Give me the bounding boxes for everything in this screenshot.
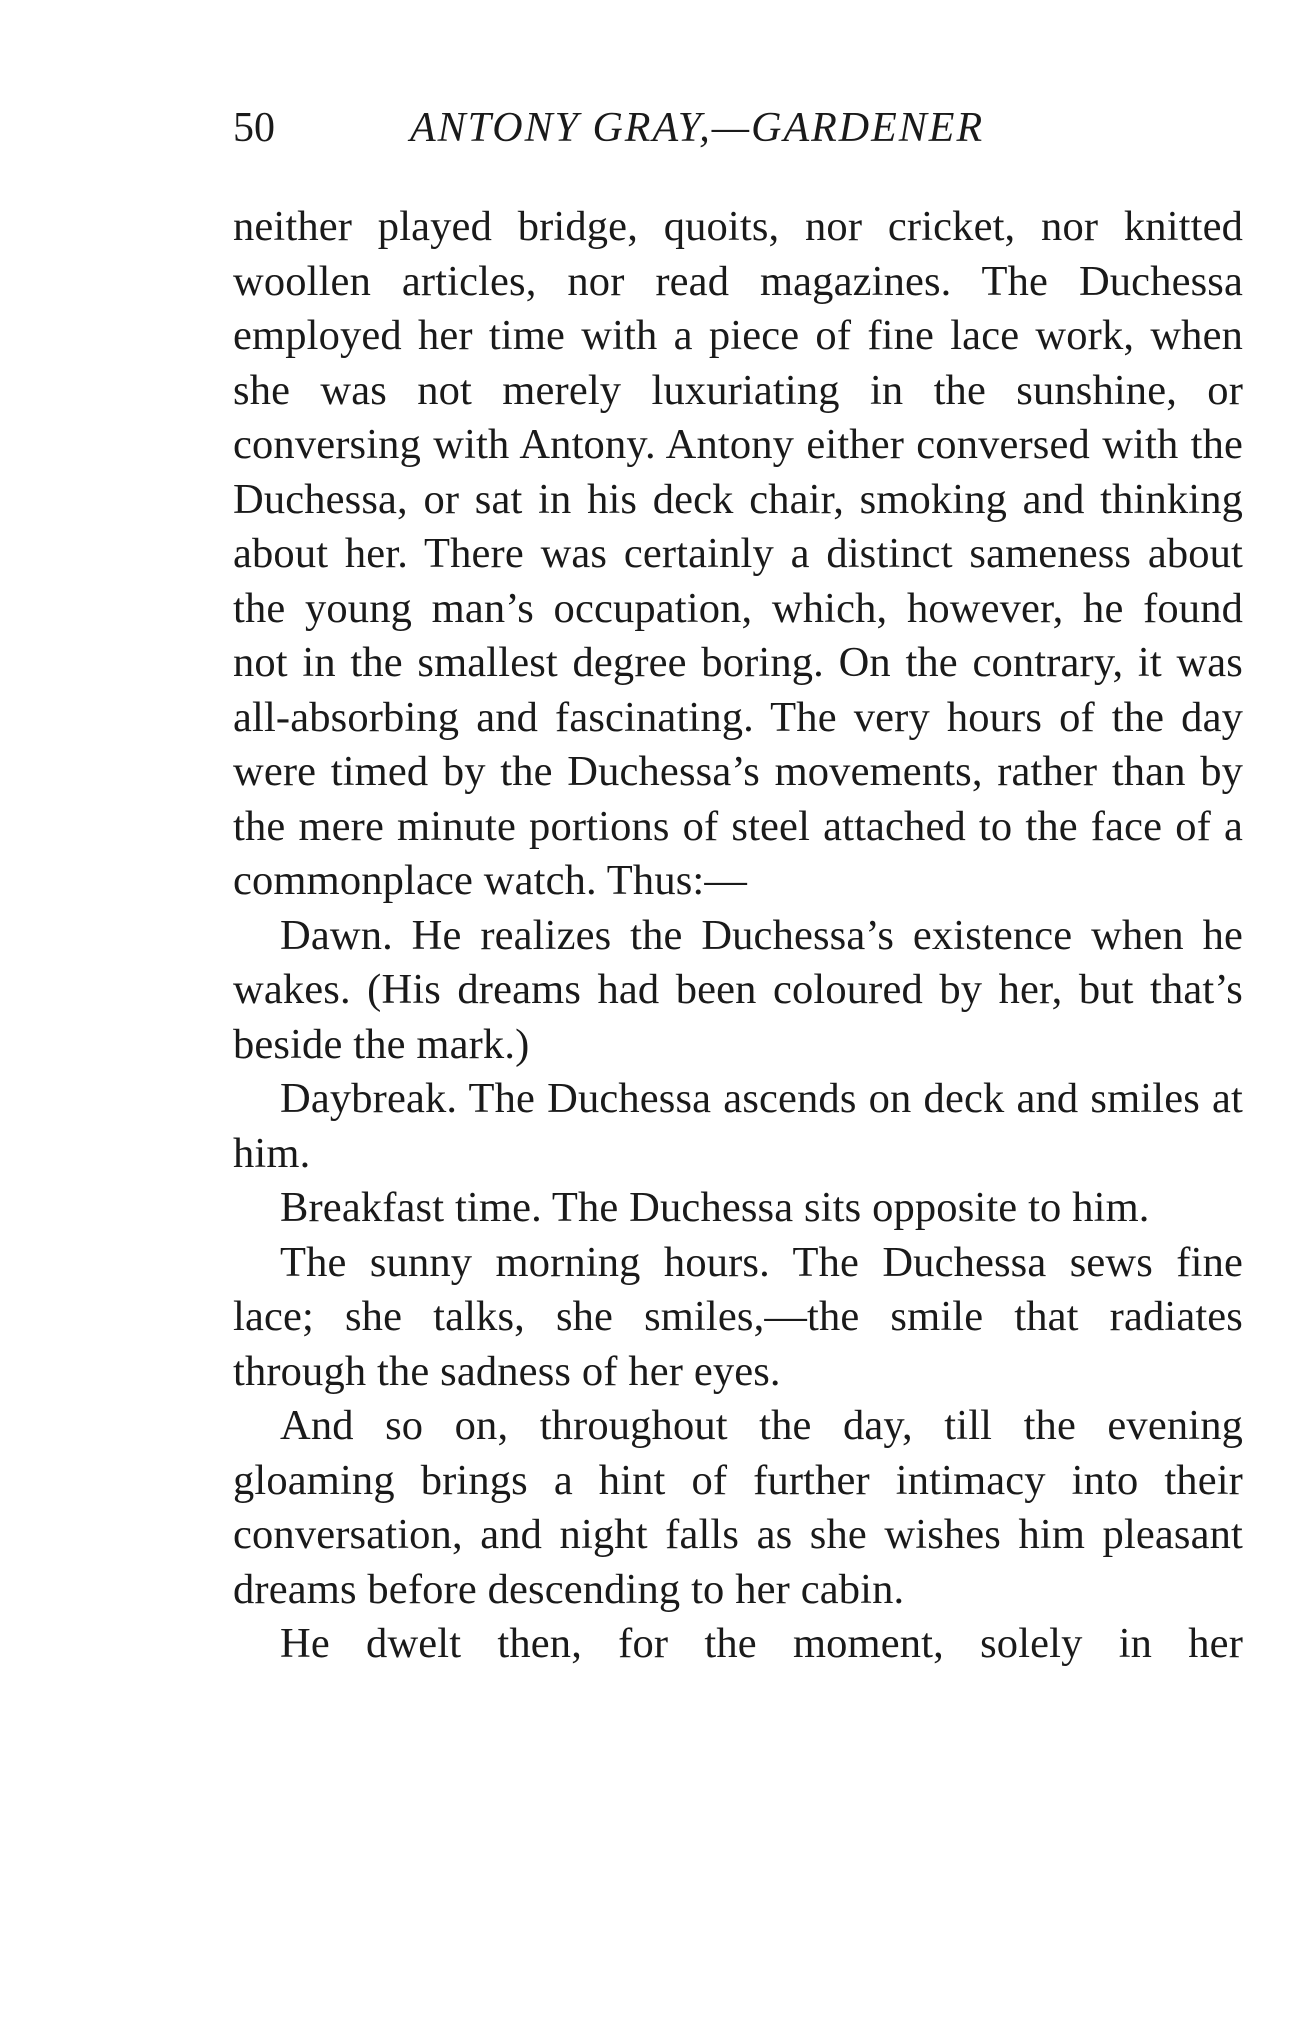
paragraph: He dwelt then, for the moment, solely in her — [280, 1620, 1243, 1667]
body-text — [233, 200, 1243, 1672]
running-title: ANTONY GRAY,—GARDENER — [410, 105, 985, 151]
paragraph: Breakfast time. The Duchessa sits opposite to him. — [280, 1184, 1150, 1231]
paragraph: The sunny morning hours. The Duchessa sews fine lace; she talks, she smiles,—the smile that radiates through the sadness of her eyes. — [233, 1238, 1243, 1395]
page-header — [233, 98, 1243, 158]
paragraph: And so on, throughout the day, till the evening gloaming brings a hint of further intimacy into their conversation, and night falls as she wishes him pleasant dreams before descending to her cabin. — [233, 1402, 1243, 1613]
paragraph: neither played bridge, quoits, nor cricket, nor knitted woollen articles, nor read magazines. The Duchessa employed her time with a piece of fine lace work, when she was not merely luxuriating in the sunshine, or conversing with Antony. Antony either conversed with the Duchessa, or sat in his deck chair, smoking and thinking about her. There was certainly a distinct sameness about the young man’s occupation, which, however, he found not in the smallest degree boring. On the contrary, it was all-absorbing and fascinating. The very hours of the day were timed by the Duchessa’s movements, rather than by the mere minute portions of steel attached to the face of a commonplace watch. Thus:— — [233, 203, 1243, 904]
page-number: 50 — [233, 105, 275, 151]
paragraph: Daybreak. The Duchessa ascends on deck and smiles at him. — [233, 1075, 1243, 1177]
paragraph: Dawn. He realizes the Duchessa’s existence when he wakes. (His dreams had been coloured by her, but that’s beside the mark.) — [233, 911, 1243, 1068]
